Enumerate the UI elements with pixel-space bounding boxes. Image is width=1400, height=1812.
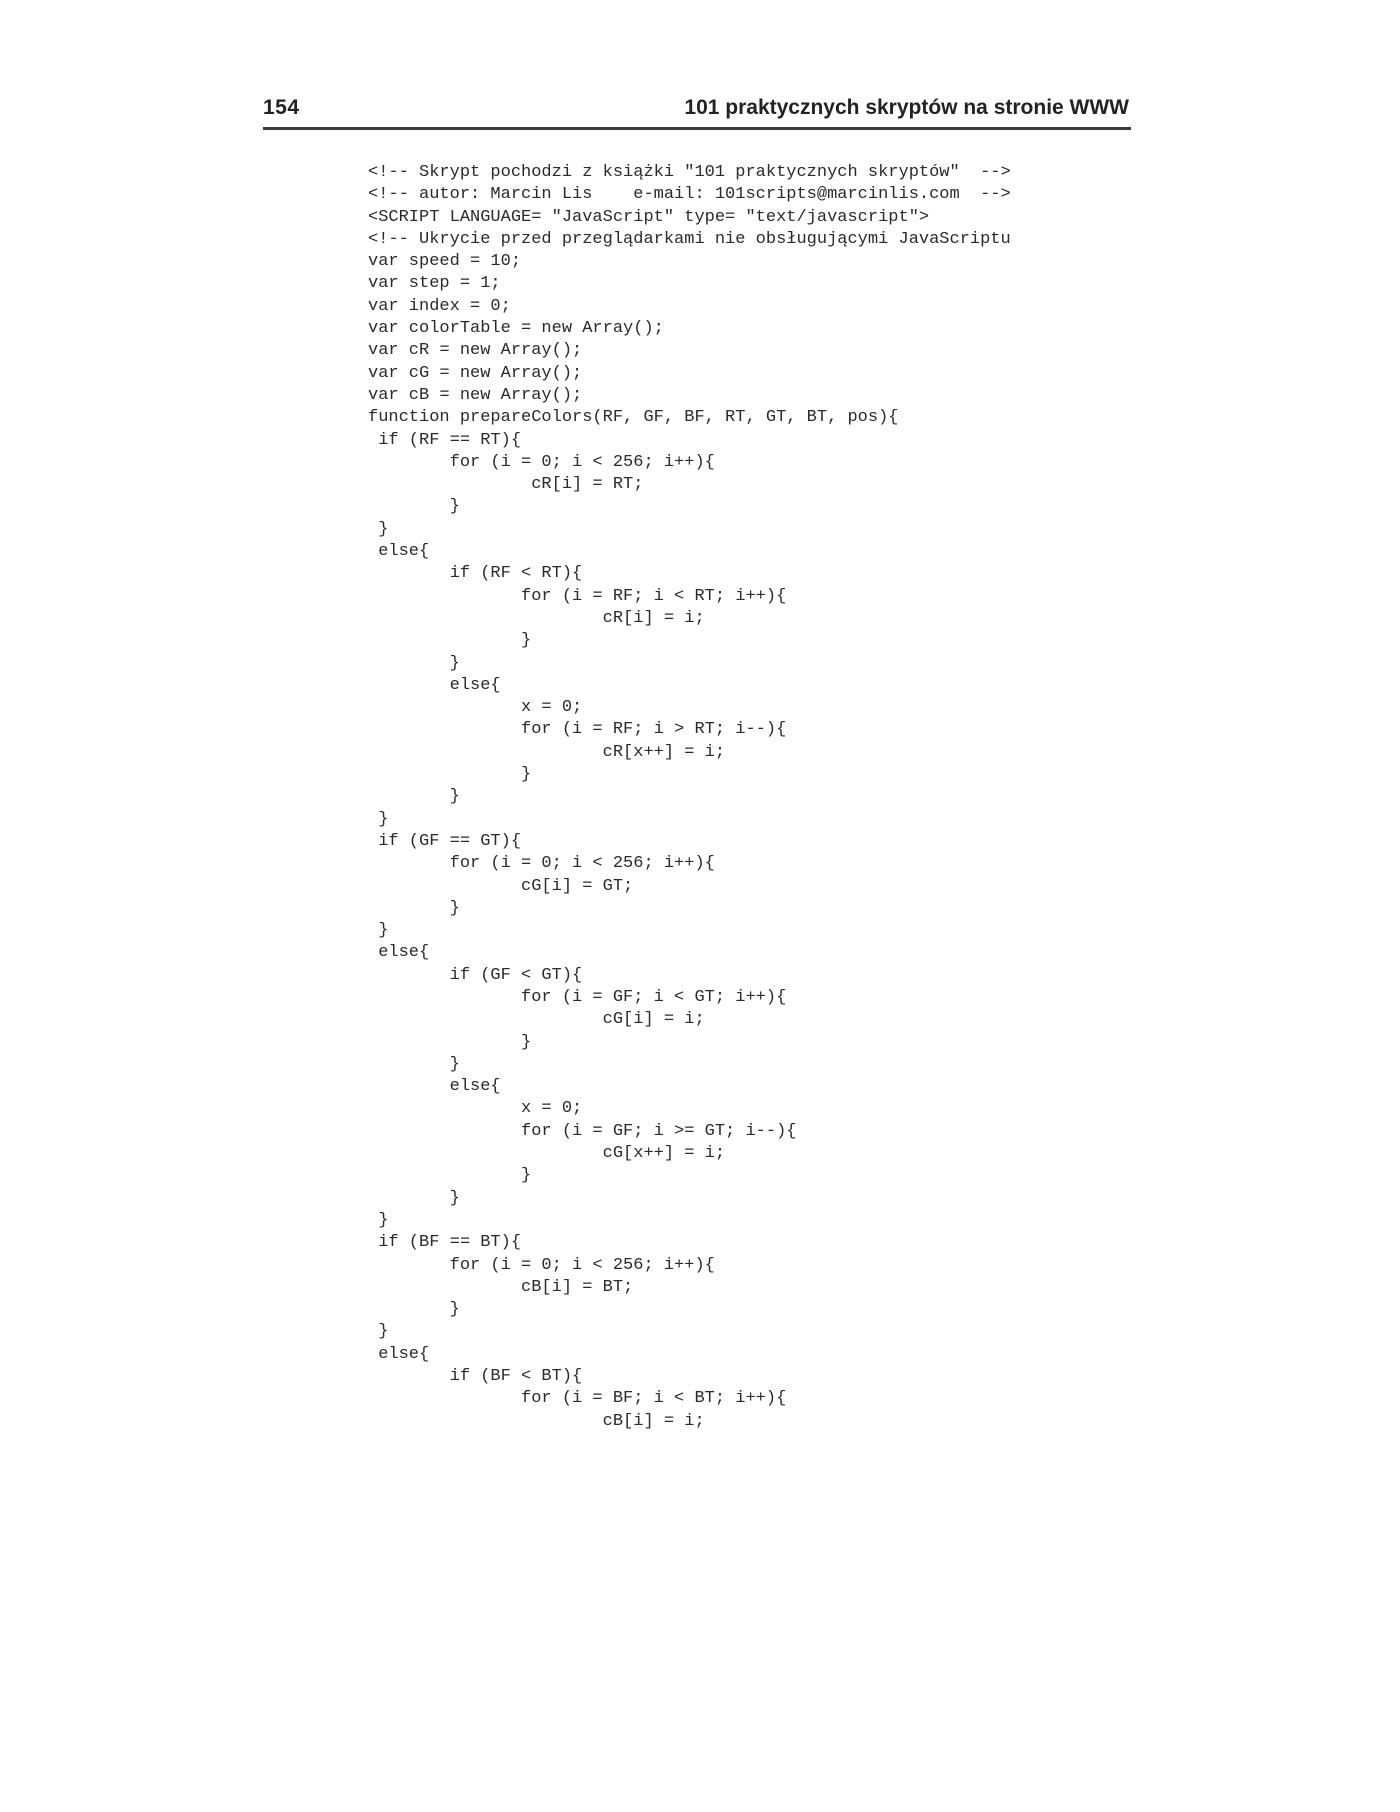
code-line: if (BF == BT){ <box>368 1233 522 1253</box>
code-line: } <box>368 921 389 941</box>
page-header <box>263 93 1131 130</box>
code-line: for (i = 0; i < 256; i++){ <box>368 854 715 874</box>
code-line: } <box>368 1032 532 1052</box>
code-line: if (GF < GT){ <box>368 965 583 985</box>
code-line: var step = 1; <box>368 274 501 294</box>
code-line: } <box>368 765 532 785</box>
code-listing <box>368 162 1011 1433</box>
code-line: } <box>368 787 460 807</box>
code-line: for (i = RF; i > RT; i--){ <box>368 720 787 740</box>
code-line: } <box>368 631 532 651</box>
code-line: cG[i] = GT; <box>368 876 634 896</box>
code-line: } <box>368 1054 460 1074</box>
code-line: cR[i] = i; <box>368 608 705 628</box>
running-title: 101 praktycznych skryptów na stronie WWW <box>684 96 1129 119</box>
code-line: for (i = BF; i < BT; i++){ <box>368 1389 787 1409</box>
code-line: } <box>368 898 460 918</box>
code-line: if (GF == GT){ <box>368 831 522 851</box>
code-line: cG[i] = i; <box>368 1010 705 1030</box>
code-line: } <box>368 1188 460 1208</box>
code-line: else{ <box>368 675 501 695</box>
code-line: } <box>368 497 460 517</box>
code-line: var speed = 10; <box>368 252 522 272</box>
code-line: var cG = new Array(); <box>368 363 583 383</box>
code-line: var cR = new Array(); <box>368 341 583 361</box>
code-line: } <box>368 519 389 539</box>
code-line: } <box>368 653 460 673</box>
code-line: if (RF < RT){ <box>368 564 583 584</box>
code-line: } <box>368 809 389 829</box>
code-line: else{ <box>368 943 430 963</box>
code-line: cB[i] = i; <box>368 1411 705 1431</box>
code-line: x = 0; <box>368 1099 583 1119</box>
code-line: <!-- Ukrycie przed przeglądarkami nie obsługującymi JavaScriptu <box>368 229 1011 249</box>
code-line: } <box>368 1300 460 1320</box>
code-line: else{ <box>368 1077 501 1097</box>
code-line: cR[i] = RT; <box>368 475 644 495</box>
code-line: for (i = 0; i < 256; i++){ <box>368 1255 715 1275</box>
page-number: 154 <box>263 96 300 119</box>
code-line: } <box>368 1166 532 1186</box>
code-line: cB[i] = BT; <box>368 1277 634 1297</box>
code-line: <!-- Skrypt pochodzi z książki "101 praktycznych skryptów" --> <box>368 163 1011 182</box>
code-line: else{ <box>368 1344 430 1364</box>
code-line: if (RF == RT){ <box>368 430 522 450</box>
code-line: <!-- autor: Marcin Lis e-mail: 101scripts@marcinlis.com --> <box>368 185 1011 205</box>
code-line: for (i = GF; i >= GT; i--){ <box>368 1121 797 1141</box>
code-line: x = 0; <box>368 698 583 718</box>
code-line: cR[x++] = i; <box>368 742 726 762</box>
code-line: var colorTable = new Array(); <box>368 319 664 339</box>
code-line: for (i = GF; i < GT; i++){ <box>368 987 787 1007</box>
code-line: <SCRIPT LANGUAGE= "JavaScript" type= "text/javascript"> <box>368 207 930 227</box>
code-line: for (i = RF; i < RT; i++){ <box>368 586 787 606</box>
code-line: } <box>368 1322 389 1342</box>
code-line: var cB = new Array(); <box>368 385 583 405</box>
code-line: else{ <box>368 542 430 562</box>
code-line: cG[x++] = i; <box>368 1144 726 1164</box>
code-line: } <box>368 1210 389 1230</box>
code-line: function prepareColors(RF, GF, BF, RT, GT, BT, pos){ <box>368 408 899 428</box>
code-line: for (i = 0; i < 256; i++){ <box>368 452 715 472</box>
code-line: if (BF < BT){ <box>368 1367 583 1387</box>
code-line: var index = 0; <box>368 296 511 316</box>
